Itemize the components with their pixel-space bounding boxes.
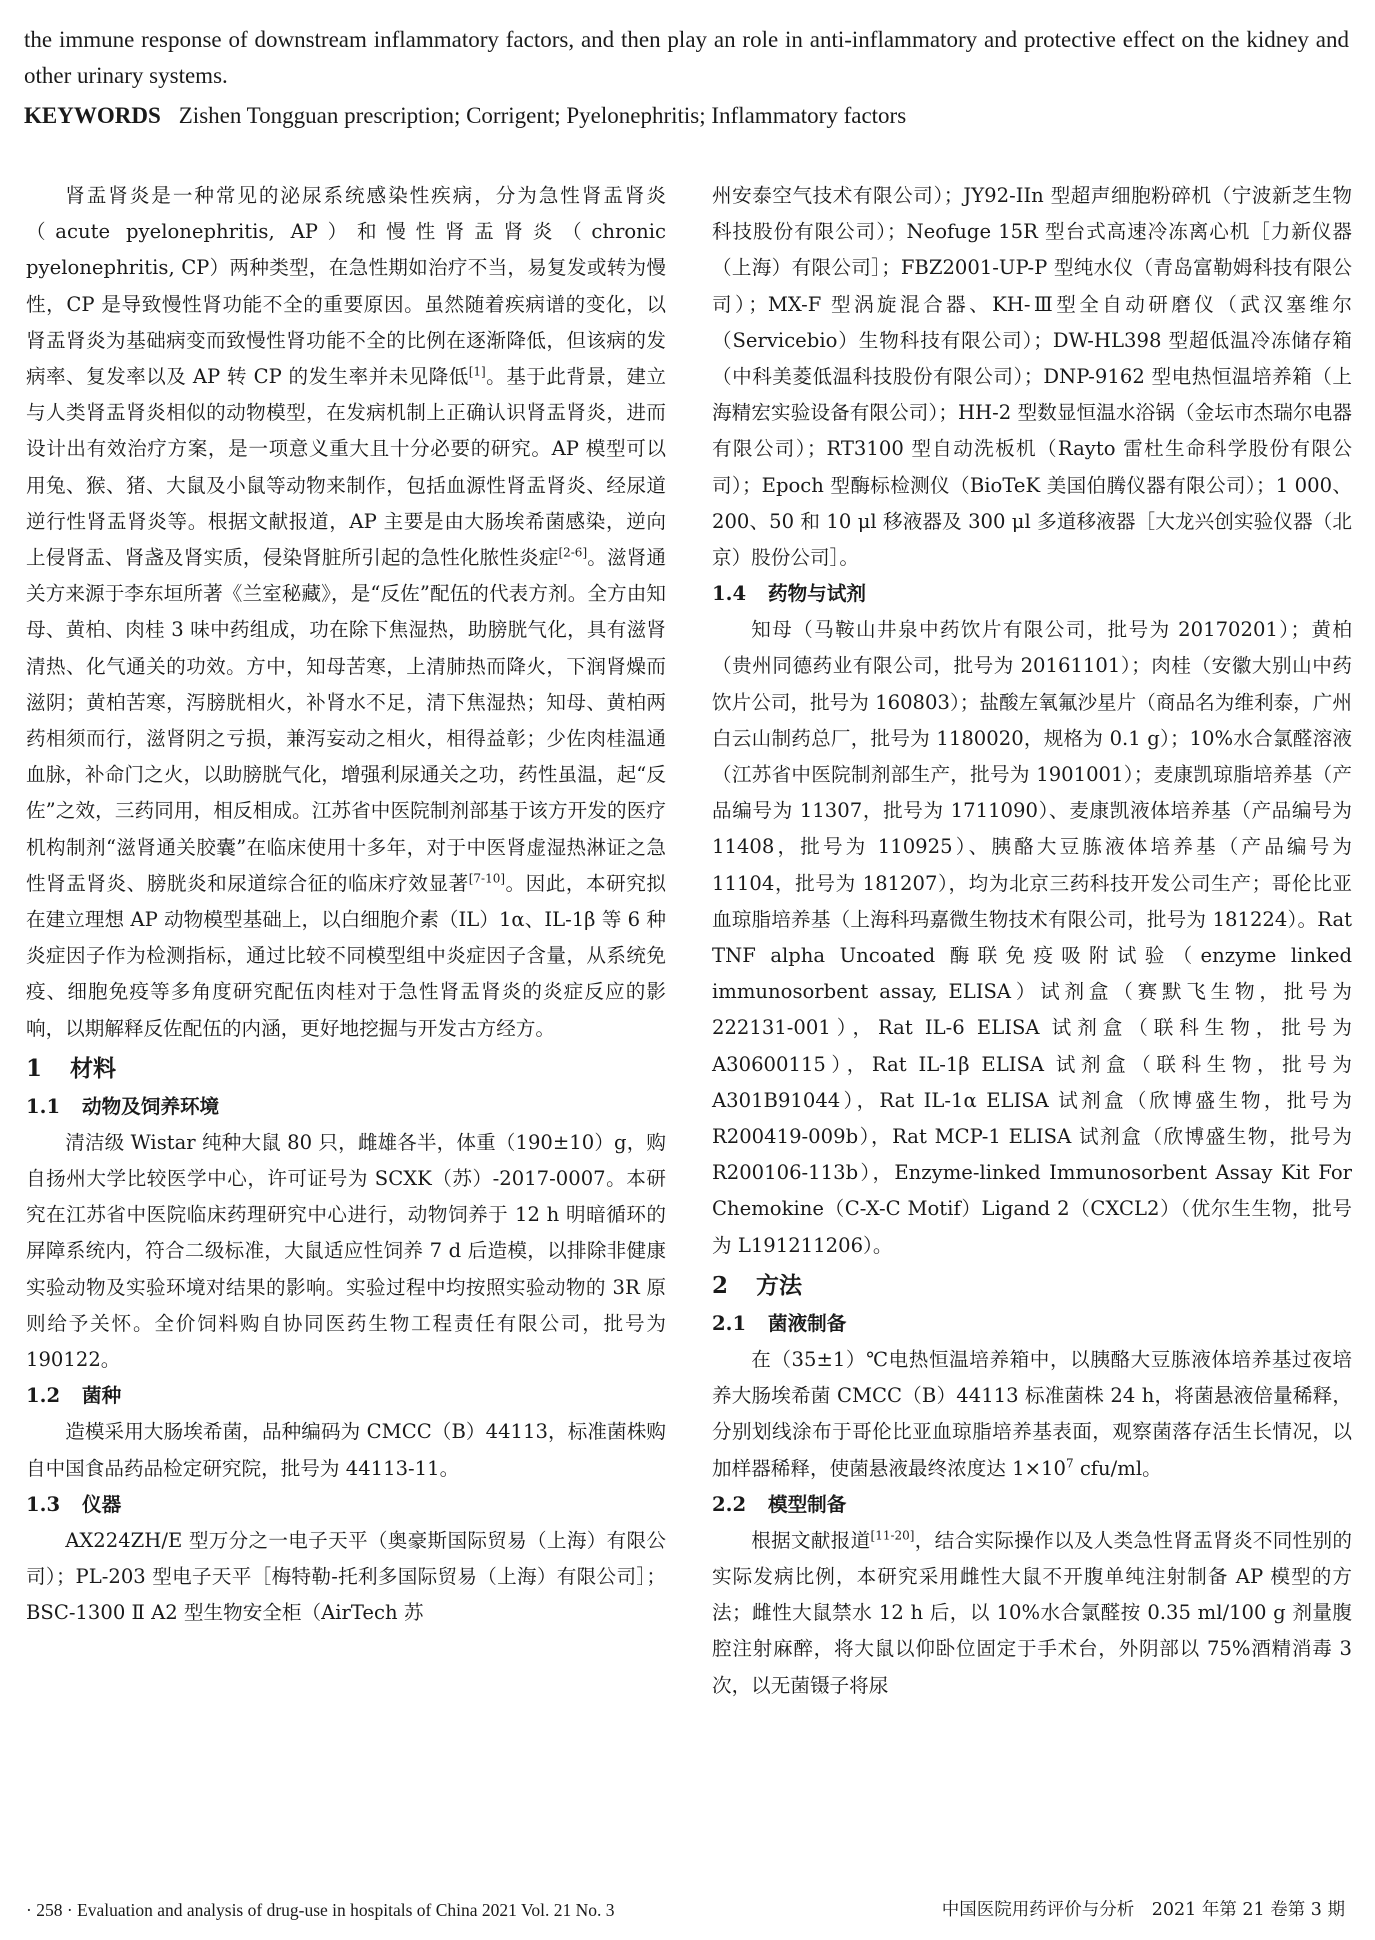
citation[interactable]: [2-6] [558, 545, 588, 560]
section-heading-materials: 1 材料 [26, 1054, 116, 1082]
section-heading-methods: 2 方法 [712, 1271, 802, 1299]
bacteria-prep-paragraph: 在（35±1）℃电热恒温培养箱中，以胰酪大豆胨液体培养基过夜培养大肠埃希菌 CMCC（B）44113 标准菌株 24 h，将菌悬液倍量稀释，分别划线涂布于哥伦比亚血琼脂培养基表面，观察菌落存活生长情况，以加样器稀释，使菌悬液最终浓度达 $1\times 10^7$ cfu/ml。 [712, 1347, 1352, 1480]
subsection-heading-instruments: 1.3 仪器 [26, 1492, 122, 1516]
keywords-label: KEYWORDS [24, 103, 161, 128]
footer-journal-en: · 258 · Evaluation and analysis of drug-use in hospitals of China 2021 Vol. 21 No. 3 [26, 1900, 615, 1920]
abstract-tail: the immune response of downstream inflammatory factors, and then play an role in anti-inflammatory and protective effect on the kidney and other urinary systems. [24, 27, 1349, 88]
animals-paragraph: 清洁级 Wistar 纯种大鼠 80 只，雌雄各半，体重（190±10）g，购自扬州大学比较医学中心，许可证号为 SCXK（苏）-2017-0007。本研究在江苏省中医院临床药理研究中心进行，动物饲养于 12 h 明暗循环的屏障系统内，符合二级标准，大鼠适应性饲养 7 d 后造模，以排除非健康实验动物及实验环境对结果的影响。实验过程中均按照实验动物的 3R 原则给予关怀。全价饲料购自协同医药生物工程责任有限公司，批号为 190122。 [26, 1130, 666, 1372]
instruments-paragraph: AX224ZH/E 型万分之一电子天平（奥豪斯国际贸易（上海）有限公司）；PL-203 型电子天平［梅特勒-托利多国际贸易（上海）有限公司］；BSC-1300 Ⅱ A2 型生物安全柜（AirTech 苏 [26, 1528, 666, 1625]
subsection-heading-model-prep: 2.2 模型制备 [712, 1492, 847, 1516]
citation[interactable]: [7-10] [468, 871, 506, 886]
right-column [712, 178, 1352, 1704]
reagents-paragraph: 知母（马鞍山井泉中药饮片有限公司，批号为 20170201）；黄柏（贵州同德药业有限公司，批号为 20161101）；肉桂（安徽大别山中药饮片公司，批号为 160803）；盐酸左氧氟沙星片（商品名为维利泰，广州白云山制药总厂，批号为 1180020，规格为 0.1 g）；10%水合氯醛溶液（江苏省中医院制剂部生产，批号为 1901001）；麦康凯琼脂培养基（产品编号为 11307，批号为 1711090）、麦康凯液体培养基（产品编号为 11408，批号为 110925）、胰酪大豆胨液体培养基（产品编号为 11104，批号为 181207），均为北京三药科技开发公司生产；哥伦比亚血琼脂培养基（上海科玛嘉微生物技术有限公司，批号为 181224）。Rat TNF alpha Uncoated 酶联免疫吸附试验（enzyme linked immunosorbent assay, ELISA）试剂盒（赛默飞生物，批号为 222131-001），Rat IL-6 ELISA 试剂盒（联科生物，批号为 A30600115），Rat IL-1β ELISA 试剂盒（联科生物，批号为 A301B91044），Rat IL-1α ELISA 试剂盒（欣博盛生物，批号为 R200419-009b），Rat MCP-1 ELISA 试剂盒（欣博盛生物，批号为 R200106-113b），Enzyme-linked Immunosorbent Assay Kit For Chemokine（C-X-C Motif）Ligand 2（CXCL2）（优尔生生物，批号为 L191211206）。 [712, 618, 1352, 1257]
subsection-heading-animals: 1.1 动物及饲养环境 [26, 1094, 220, 1118]
intro-paragraph: 肾盂肾炎是一种常见的泌尿系统感染性疾病，分为急性肾盂肾炎（acute pyelonephritis, AP）和慢性肾盂肾炎（chronic pyelonephritis, CP）两种类型，在急性期如治疗不当，易复发或转为慢性，CP 是导致慢性肾功能不全的重要原因。虽然随着疾病谱的变化，以肾盂肾炎为基础病变而致慢性肾功能不全的比例在逐渐降低，但该病的发病率、复发率以及 AP 转 CP 的发生率并未见降低[1]。基于此背景，建立与人类肾盂肾炎相似的动物模型，在发病机制上正确认识肾盂肾炎，进而设计出有效治疗方案，是一项意义重大且十分必要的研究。AP 模型可以用兔、猴、猪、大鼠及小鼠等动物来制作，包括血源性肾盂肾炎、经尿道逆行性肾盂肾炎等。根据文献报道，AP 主要是由大肠埃希菌感染，逆向上侵肾盂、肾盏及肾实质，侵染肾脏所引起的急性化脓性炎症[2-6]。滋肾通关方来源于李东垣所著《兰室秘藏》，是“反佐”配伍的代表方剂。全方由知母、黄柏、肉桂 3 味中药组成，功在除下焦湿热，助膀胱气化，具有滋肾清热、化气通关的功效。方中，知母苦寒，上清肺热而降火，下润肾燥而滋阴；黄柏苦寒，泻膀胱相火，补肾水不足，清下焦湿热；知母、黄柏两药相须而行，滋肾阴之亏损，兼泻妄动之相火，相得益彰；少佐肉桂温通血脉，补命门之火，以助膀胱气化，增强利尿通关之功，药性虽温，起“反佐”之效，三药同用，相反相成。江苏省中医院制剂部基于该方开发的医疗机构制剂“滋肾通关胶囊”在临床使用十多年，对于中医肾虚湿热淋证之急性肾盂肾炎、膀胱炎和尿道综合征的临床疗效显著[7-10]。因此，本研究拟在建立理想 AP 动物模型基础上，以白细胞介素（IL）1α、IL-1β 等 6 种炎症因子作为检测指标，通过比较不同模型组中炎症因子含量，从系统免疫、细胞免疫等多角度研究配伍肉桂对于急性肾盂肾炎的炎症反应的影响，以期解释反佐配伍的内涵，更好地挖掘与开发古方经方。 [26, 184, 667, 1040]
model-prep-paragraph: 根据文献报道[11-20]，结合实际操作以及人类急性肾盂肾炎不同性别的实际发病比例，本研究采用雌性大鼠不开腹单纯注射制备 AP 模型的方法；雌性大鼠禁水 12 h 后，以 10%水合氯醛按 0.35 ml/100 g 剂量腹腔注射麻醉，将大鼠以仰卧位固定于手术台，外阴部以 75%酒精消毒 3 次，以无菌镊子将尿 [712, 1528, 1353, 1697]
keywords [24, 98, 1349, 134]
citation[interactable]: [11-20] [870, 1528, 915, 1543]
left-column [26, 178, 666, 1631]
subsection-heading-reagents: 1.4 药物与试剂 [712, 582, 866, 606]
strain-paragraph: 造模采用大肠埃希菌，品种编码为 CMCC（B）44113，标准菌株购自中国食品药品检定研究院，批号为 44113-11。 [26, 1420, 666, 1480]
keywords-text: Zishen Tongguan prescription; Corrigent; Pyelonephritis; Inflammatory factors [178, 103, 907, 128]
footer-journal-cn: 中国医院用药评价与分析 2021 年第 21 卷第 3 期 [941, 1900, 1345, 1920]
subsection-heading-strain: 1.2 菌种 [26, 1384, 122, 1408]
instruments-paragraph-continued: 州安泰空气技术有限公司）；JY92-IIn 型超声细胞粉碎机（宁波新芝生物科技股份有限公司）；Neofuge 15R 型台式高速冷冻离心机［力新仪器（上海）有限公司］；FBZ2001-UP-P 型纯水仪（青岛富勒姆科技有限公司）；MX-F 型涡旋混合器、KH-Ⅲ型全自动研磨仪（武汉塞维尔（Servicebio）生物科技有限公司）；DW-HL398 型超低温冷冻储存箱（中科美菱低温科技股份有限公司）；DNP-9162 型电热恒温培养箱（上海精宏实验设备有限公司）；HH-2 型数显恒温水浴锅（金坛市杰瑞尔电器有限公司）；RT3100 型自动洗板机（Rayto 雷杜生命科学股份有限公司）；Epoch 型酶标检测仪（BioTeK 美国伯腾仪器有限公司）；1 000、200、50 和 10 μl 移液器及 300 μl 多道移液器［大龙兴创实验仪器（北京）股份公司］。 [712, 184, 1352, 570]
citation[interactable]: [1] [468, 364, 486, 379]
subsection-heading-bacteria-prep: 2.1 菌液制备 [712, 1311, 847, 1335]
